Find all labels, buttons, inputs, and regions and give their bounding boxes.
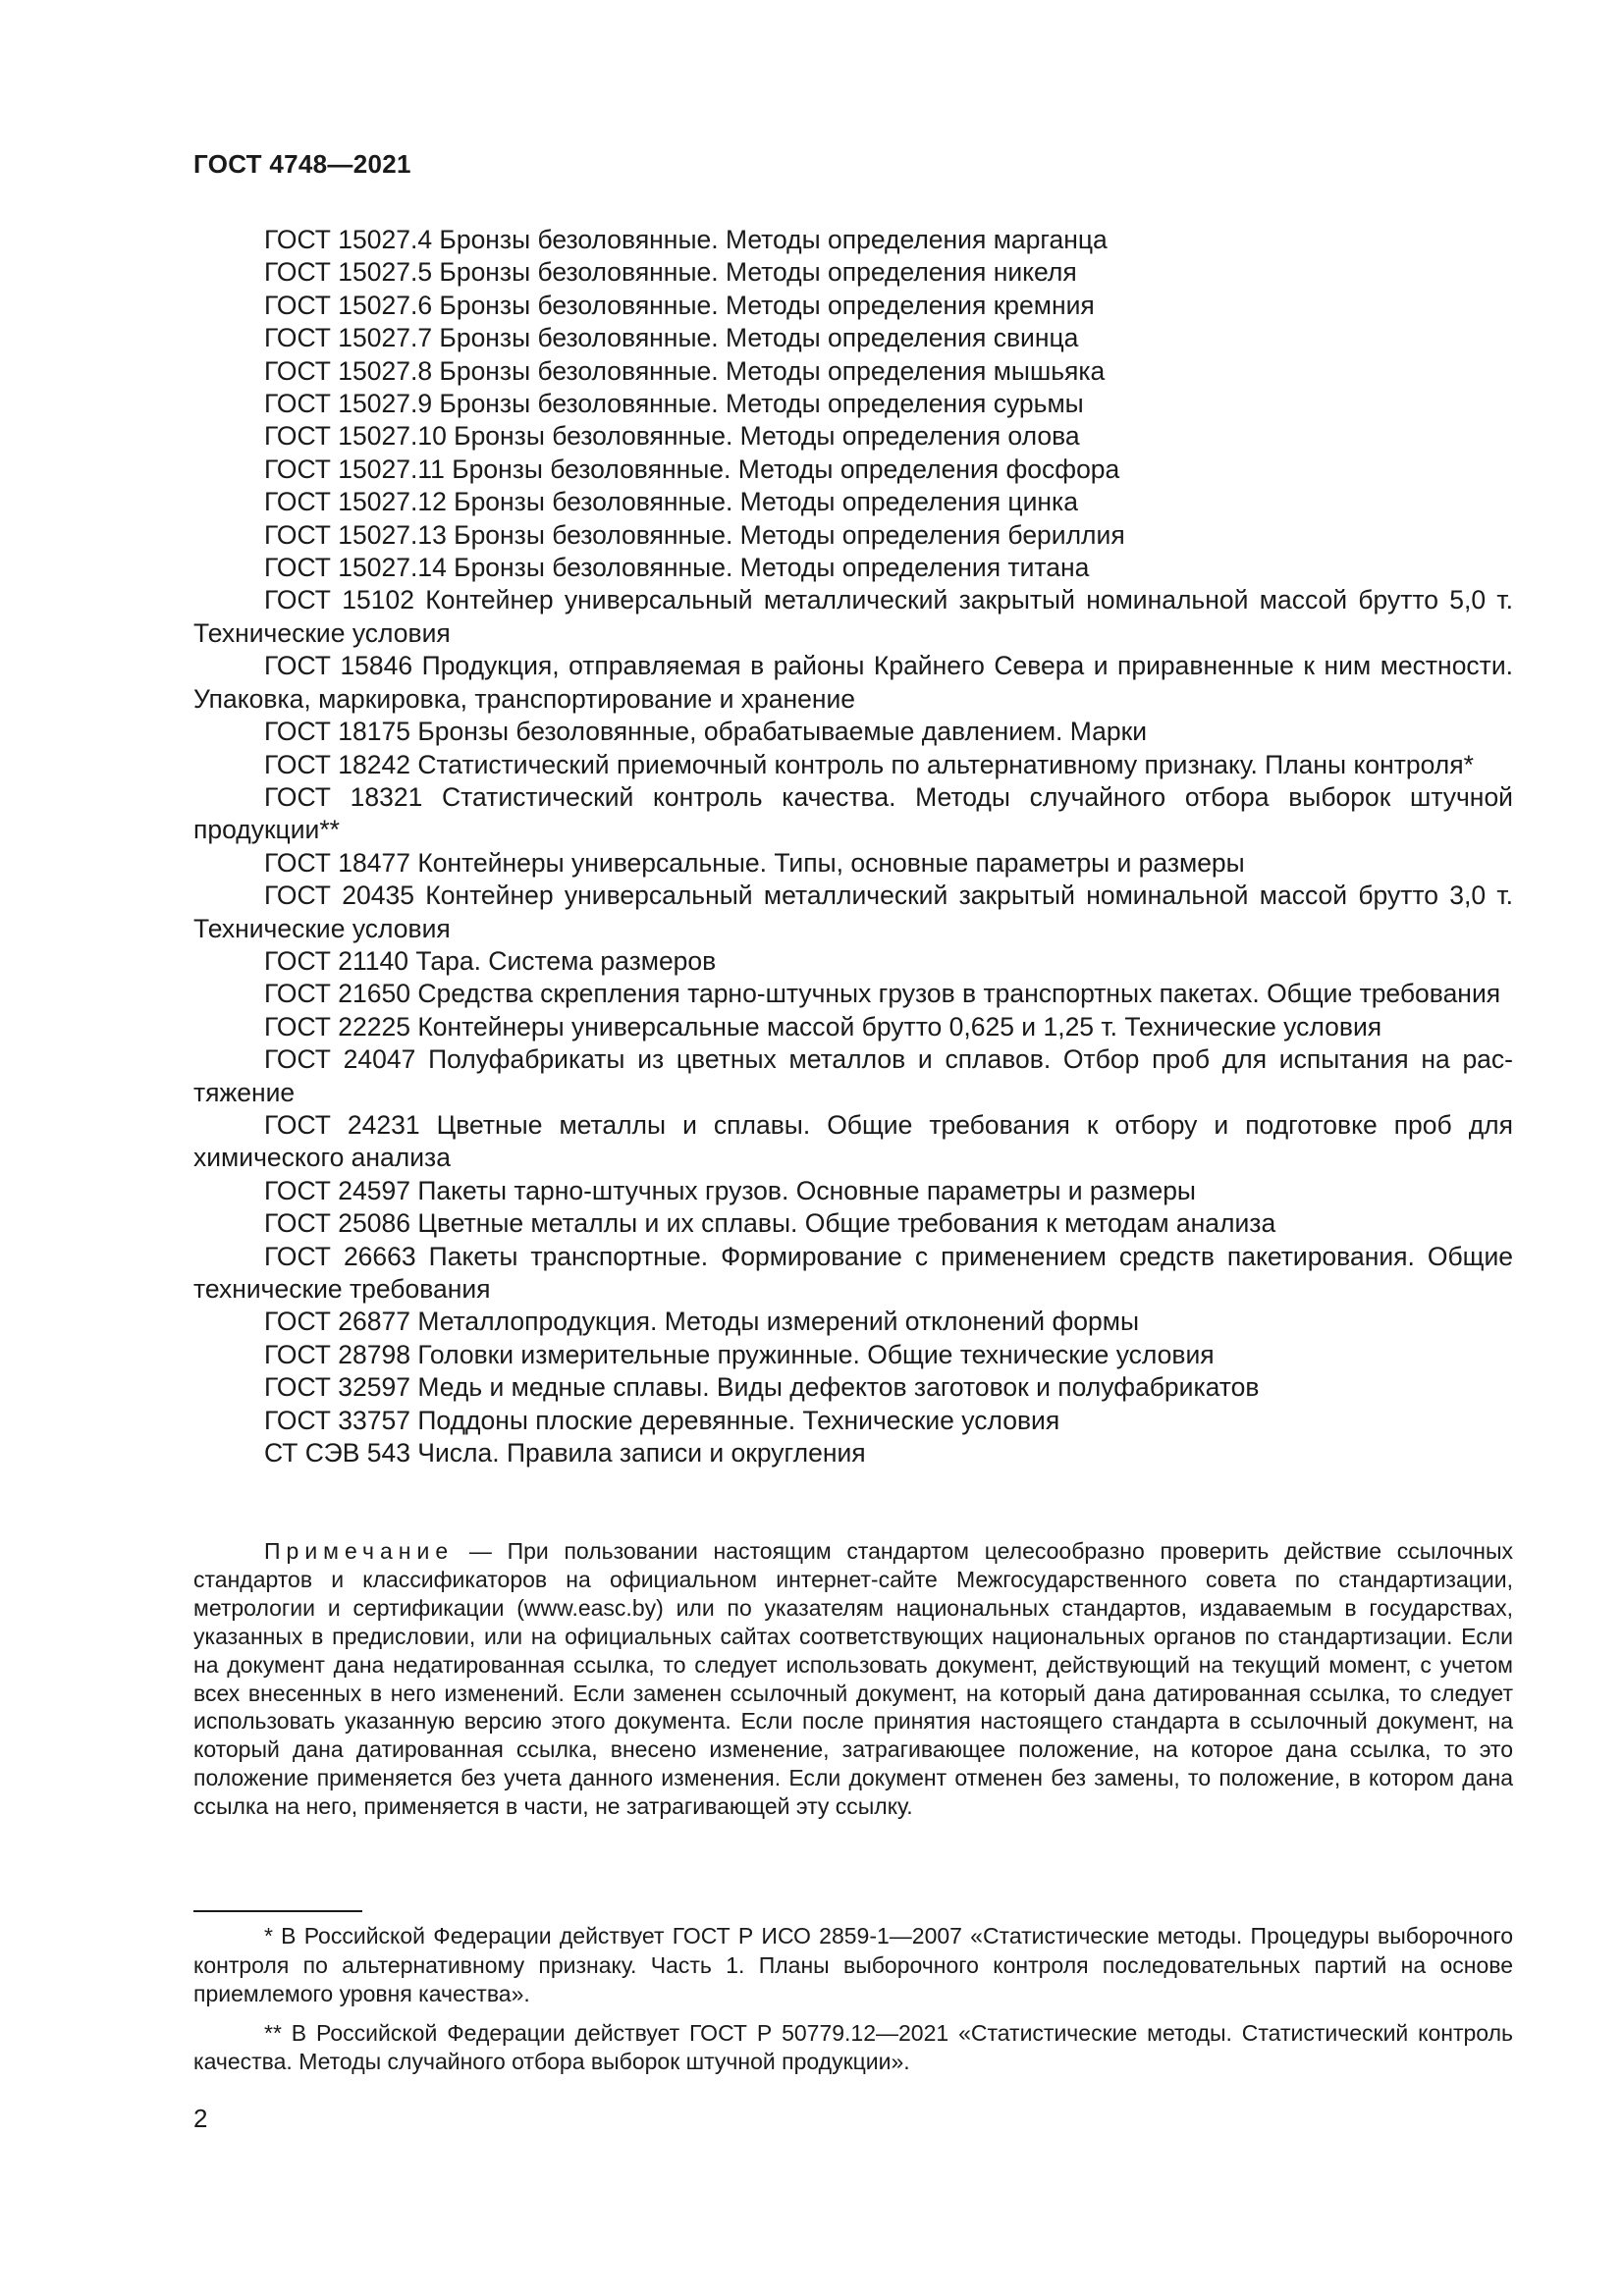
reference-item: ГОСТ 15027.10 Бронзы безоловянные. Методы определения олова bbox=[264, 421, 1080, 452]
reference-item: ГОСТ 28798 Головки измерительные пружинные. Общие технические условия bbox=[264, 1339, 1215, 1369]
reference-item: ГОСТ 32597 Медь и медные сплавы. Виды дефектов заготовок и полуфабрикатов bbox=[264, 1372, 1260, 1403]
reference-item: ГОСТ 15027.8 Бронзы безоловянные. Методы определения мышьяка bbox=[264, 355, 1106, 386]
page-number: 2 bbox=[193, 2104, 208, 2133]
reference-item: ГОСТ 22225 Контейнеры универсальные массой брутто 0,625 и 1,25 т. Технические условия bbox=[264, 1011, 1382, 1041]
reference-item: ГОСТ 15027.11 Бронзы безоловянные. Методы определения фосфора bbox=[264, 454, 1120, 484]
reference-item: СТ СЭВ 543 Числа. Правила записи и округления bbox=[264, 1438, 866, 1468]
footnote: * В Российской Федерации действует ГОСТ Р ИСО 2859-1—2007 «Статистические методы. Процедуры выборочного контроля по альтернативному признаку. Часть 1. Планы выборочного контроля последовательных партий на основе приемлемого уровня качества». bbox=[193, 1923, 1513, 2006]
reference-item: ГОСТ 15027.7 Бронзы безоловянные. Методы определения свинца bbox=[264, 323, 1079, 353]
footnote: ** В Российской Федерации действует ГОСТ Р 50779.12—2021 «Статистические методы. Статистический контроль качества. Методы случайного отбора выборок штучной продукции». bbox=[193, 2019, 1513, 2074]
note-paragraph bbox=[193, 1537, 1513, 1821]
reference-item: ГОСТ 15027.14 Бронзы безоловянные. Методы определения титана bbox=[264, 553, 1090, 583]
normative-references-list bbox=[193, 224, 1513, 1469]
reference-item: ГОСТ 26877 Металлопродукция. Методы измерений отклонений формы bbox=[264, 1307, 1139, 1337]
reference-item: ГОСТ 24597 Пакеты тарно-штучных грузов. Основные параметры и размеры bbox=[264, 1175, 1196, 1205]
reference-item: ГОСТ 18321 Статистический контроль качества. Методы случайного отбора выборок штучной продукции** bbox=[193, 781, 1513, 845]
reference-item: ГОСТ 18175 Бронзы безоловянные, обрабатываемые давлением. Марки bbox=[264, 717, 1148, 747]
reference-item: ГОСТ 15027.6 Бронзы безоловянные. Методы определения кремния bbox=[264, 290, 1095, 320]
reference-item: ГОСТ 15027.4 Бронзы безоловянные. Методы определения марганца bbox=[264, 225, 1108, 254]
reference-item: ГОСТ 15102 Контейнер универсальный металлический закрытый номинальной массой брутто 5,0 т. Технические условия bbox=[193, 585, 1513, 648]
reference-item: ГОСТ 15027.9 Бронзы безоловянные. Методы определения сурьмы bbox=[264, 389, 1084, 419]
reference-item: ГОСТ 24231 Цветные металлы и сплавы. Общие требования к отбору и подготовке проб для химического анализа bbox=[193, 1109, 1513, 1173]
reference-item: ГОСТ 24047 Полуфабрикаты из цветных металлов и сплавов. Отбор проб для испытания на растяжение bbox=[193, 1044, 1513, 1107]
footnote-separator bbox=[193, 1910, 362, 1912]
reference-item: ГОСТ 18242 Статистический приемочный контроль по альтернативному признаку. Планы контроля* bbox=[264, 749, 1474, 779]
reference-item: ГОСТ 25086 Цветные металлы и их сплавы. Общие требования к методам анализа bbox=[264, 1208, 1276, 1239]
reference-item: ГОСТ 26663 Пакеты транспортные. Формирование с применением средств пакетирования. Общие технические требования bbox=[193, 1241, 1513, 1304]
footnotes bbox=[193, 1922, 1513, 2087]
reference-item: ГОСТ 33757 Поддоны плоские деревянные. Технические условия bbox=[264, 1405, 1060, 1435]
note-label: Примечание bbox=[264, 1538, 455, 1564]
reference-item: ГОСТ 15027.12 Бронзы безоловянные. Методы определения цинка bbox=[264, 487, 1078, 517]
reference-item: ГОСТ 15027.13 Бронзы безоловянные. Методы определения бериллия bbox=[264, 519, 1125, 550]
reference-item: ГОСТ 15846 Продукция, отправляемая в районы Крайнего Севера и приравненные к ним местности. Упаковка, маркировка, транспортирование и хранение bbox=[193, 651, 1513, 714]
reference-item: ГОСТ 20435 Контейнер универсальный металлический закрытый номинальной массой брутто 3,0 т. Технические условия bbox=[193, 881, 1513, 943]
reference-item: ГОСТ 21140 Тара. Система размеров bbox=[264, 945, 717, 976]
note-text: — При пользовании настоящим стандартом целесообразно проверить действие ссылочных стандартов и классификаторов на официальном интернет-сайте Межгосударственного совета по стандартизации, метрологии и сертификации (www.easc.by) или по указателям национальных стандартов, издаваемым в государствах, указанных в предисловии, или на официальных сайтах соответствующих национальных органов по стандартизации. Если на документ дана недатированная ссылка, то следует использовать документ, действующий на текущий момент, с учетом всех внесенных в него изменений. Если заменен ссылочный документ, на который дана датированная ссылка, то следует использовать указанную версию этого документа. Если после принятия настоящего стандарта в ссылочный документ, на который дана датированная ссылка, внесено изменение, затрагивающее положение, на которое дана ссылка, то это положение применяется без учета данного изменения. Если документ отменен без замены, то положение, в котором дана ссылка на него, применяется в части, не затрагивающей эту ссылку. bbox=[193, 1538, 1513, 1820]
reference-item: ГОСТ 18477 Контейнеры универсальные. Типы, основные параметры и размеры bbox=[264, 847, 1245, 878]
document-header: ГОСТ 4748—2021 bbox=[193, 149, 411, 179]
reference-item: ГОСТ 21650 Средства скрепления тарно-штучных грузов в транспортных пакетах. Общие требования bbox=[264, 979, 1501, 1009]
reference-item: ГОСТ 15027.5 Бронзы безоловянные. Методы определения никеля bbox=[264, 257, 1077, 288]
